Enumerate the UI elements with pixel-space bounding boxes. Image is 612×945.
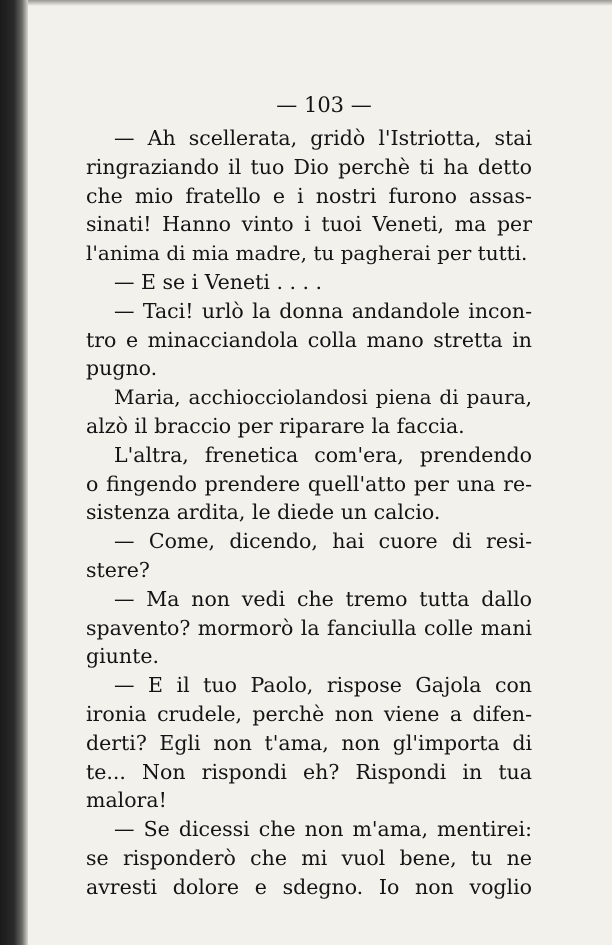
text-line: — Ma non vedi che tremo tutta dallo (114, 586, 532, 611)
text-line: L'altra, frenetica com'era, prendendo (114, 442, 532, 467)
text-line: stere? (86, 557, 150, 582)
text-line: giunte. (86, 644, 159, 669)
page-top-edge (28, 0, 612, 6)
text-line: — E il tuo Paolo, rispose Gajola con (114, 673, 532, 698)
text-line: se risponderò che mi vuol bene, tu ne (86, 845, 532, 870)
text-line: sistenza ardita, le diede un calcio. (86, 500, 441, 525)
text-line: — Taci! urlò la donna andandole incon- (114, 298, 532, 323)
text-line: alzò il braccio per riparare la faccia. (86, 413, 465, 438)
text-line: che mio fratello e i nostri furono assas- (86, 183, 532, 208)
text-line: malora! (86, 788, 167, 813)
text-line: derti? Egli non t'ama, non gl'importa di (86, 730, 532, 755)
text-line: — Se dicessi che non m'ama, mentirei: (114, 817, 532, 842)
text-line: ironia crudele, perchè non viene a difen- (86, 701, 532, 726)
text-line: ringraziando il tuo Dio perchè ti ha detto (86, 154, 532, 179)
book-page (86, 90, 532, 902)
text-line: — E se i Veneti . . . . (114, 269, 323, 294)
text-line: spavento? mormorò la fanciulla colle mani (86, 615, 532, 640)
text-line: Maria, acchiocciolandosi piena di paura, (114, 385, 532, 410)
text-line: pugno. (86, 356, 158, 381)
page-number: — 103 — (276, 93, 372, 117)
text-line: avresti dolore e sdegno. Io non voglio (86, 874, 532, 899)
text-line: — Ah scellerata, gridò l'Istriotta, stai (114, 126, 532, 150)
text-line: l'anima di mia madre, tu pagherai per tutti. (86, 241, 528, 266)
text-line: sinati! Hanno vinto i tuoi Veneti, ma per (86, 212, 532, 237)
text-line: — Come, dicendo, hai cuore di resi- (114, 529, 532, 554)
page-text-block (86, 124, 532, 902)
text-line: tro e minacciandola colla mano stretta in (86, 327, 532, 352)
text-line: te... Non rispondi eh? Rispondi in tua (86, 759, 532, 784)
text-line: o fingendo prendere quell'atto per una re- (86, 471, 532, 496)
book-spine-shadow (0, 0, 28, 945)
